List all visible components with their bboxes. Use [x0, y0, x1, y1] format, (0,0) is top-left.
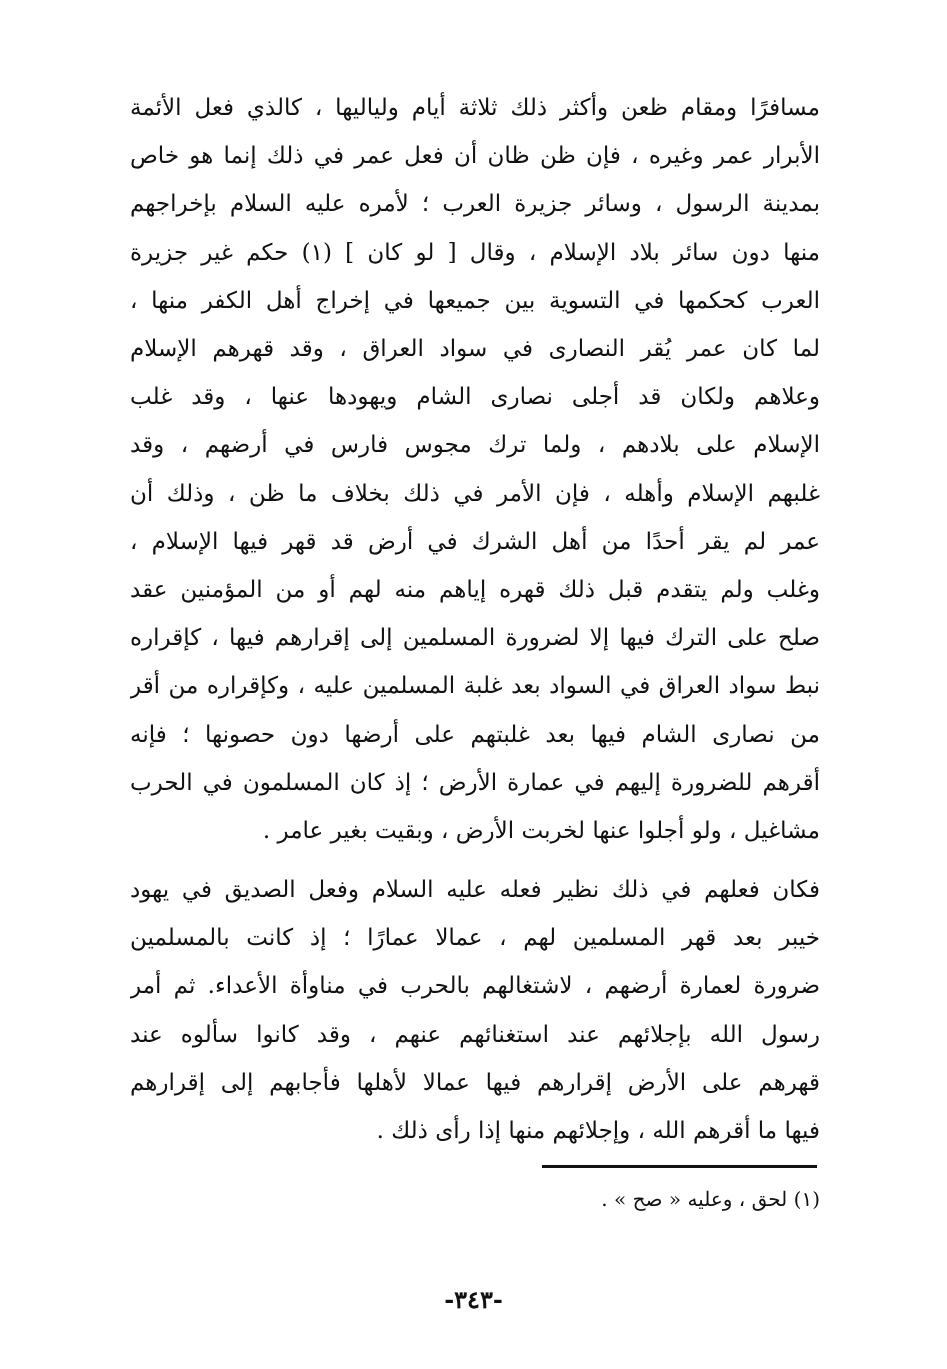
- text-line: نبط سواد العراق في السواد بعد غلبة المسلمين عليه ، وكإقراره من أقر: [130, 673, 820, 700]
- text-line: وعلاهم ولكان قد أجلى نصارى الشام ويهودها عنها ، وقد غلب: [130, 384, 820, 411]
- text-line: خيبر بعد قهر المسلمين لهم ، عمالا عمارًا ؛ إذ كانت بالمسلمين: [130, 925, 820, 952]
- text-line: العرب كحكمها في التسوية بين جميعها في إخراج أهل الكفر منها ،: [130, 287, 820, 314]
- text-line: صلح على الترك فيها إلا لضرورة المسلمين إلى إقرارهم فيها ، كإقراره: [130, 625, 820, 652]
- text-line: فكان فعلهم في ذلك نظير فعله عليه السلام وفعل الصديق في يهود: [130, 877, 820, 903]
- text-line: عمر لم يقر أحدًا من أهل الشرك في أرض قد قهر فيها الإسلام ،: [130, 528, 820, 555]
- text-line: غلبهم الإسلام وأهله ، فإن الأمر في ذلك بخلاف ما ظن ، وذلك أن: [130, 480, 820, 507]
- text-line: بمدينة الرسول ، وسائر جزيرة العرب ؛ لأمره عليه السلام بإخراجهم: [130, 191, 820, 218]
- paragraph-2: [130, 866, 820, 1155]
- footnote: (١) لحق ، وعليه « صح » .: [601, 1187, 820, 1211]
- text-line: الأبرار عمر وغيره ، فإن ظن ظان أن فعل عمر في ذلك إنما هو خاص: [130, 143, 820, 170]
- text-line: ضرورة لعمارة أرضهم ، لاشتغالهم بالحرب في مناوأة الأعداء. ثم أمر: [130, 973, 820, 1000]
- page-number: -٣٤٣-: [444, 1285, 503, 1314]
- text-line: لما كان عمر يُقر النصارى في سواد العراق ، وقد قهرهم الإسلام: [130, 336, 820, 363]
- text-line: منها دون سائر بلاد الإسلام ، وقال [ لو كان ] (١) حكم غير جزيرة: [130, 239, 820, 266]
- text-line: مسافرًا ومقام ظعن وأكثر ذلك ثلاثة أيام ولياليها ، كالذي فعل الأئمة: [130, 95, 820, 121]
- text-line: وغلب ولم يتقدم قبل ذلك قهره إياهم منه لهم أو من المؤمنين عقد: [130, 577, 820, 604]
- text-line: قهرهم على الأرض إقرارهم فيها عمالا لأهلها فأجابهم إلى إقرارهم: [130, 1069, 820, 1096]
- footnote-divider: [542, 1165, 817, 1168]
- text-line: أقرهم للضرورة إليهم في عمارة الأرض ؛ إذ كان المسلمون في الحرب: [130, 769, 820, 796]
- text-line: فيها ما أقرهم الله ، وإجلائهم منها إذا رأى ذلك .: [376, 1118, 820, 1145]
- text-line: رسول الله بإجلائهم عند استغنائهم عنهم ، وقد كانوا سألوه عند: [130, 1021, 820, 1048]
- text-line: الإسلام على بلادهم ، ولما ترك مجوس فارس في أرضهم ، وقد: [130, 432, 820, 459]
- text-line: من نصارى الشام فيها بعد غلبتهم على أرضها دون حصونها ؛ فإنه: [130, 721, 820, 748]
- paragraph-1: [130, 84, 820, 855]
- text-line: مشاغيل ، ولو أجلوا عنها لخربت الأرض ، وبقيت بغير عامر .: [262, 818, 820, 845]
